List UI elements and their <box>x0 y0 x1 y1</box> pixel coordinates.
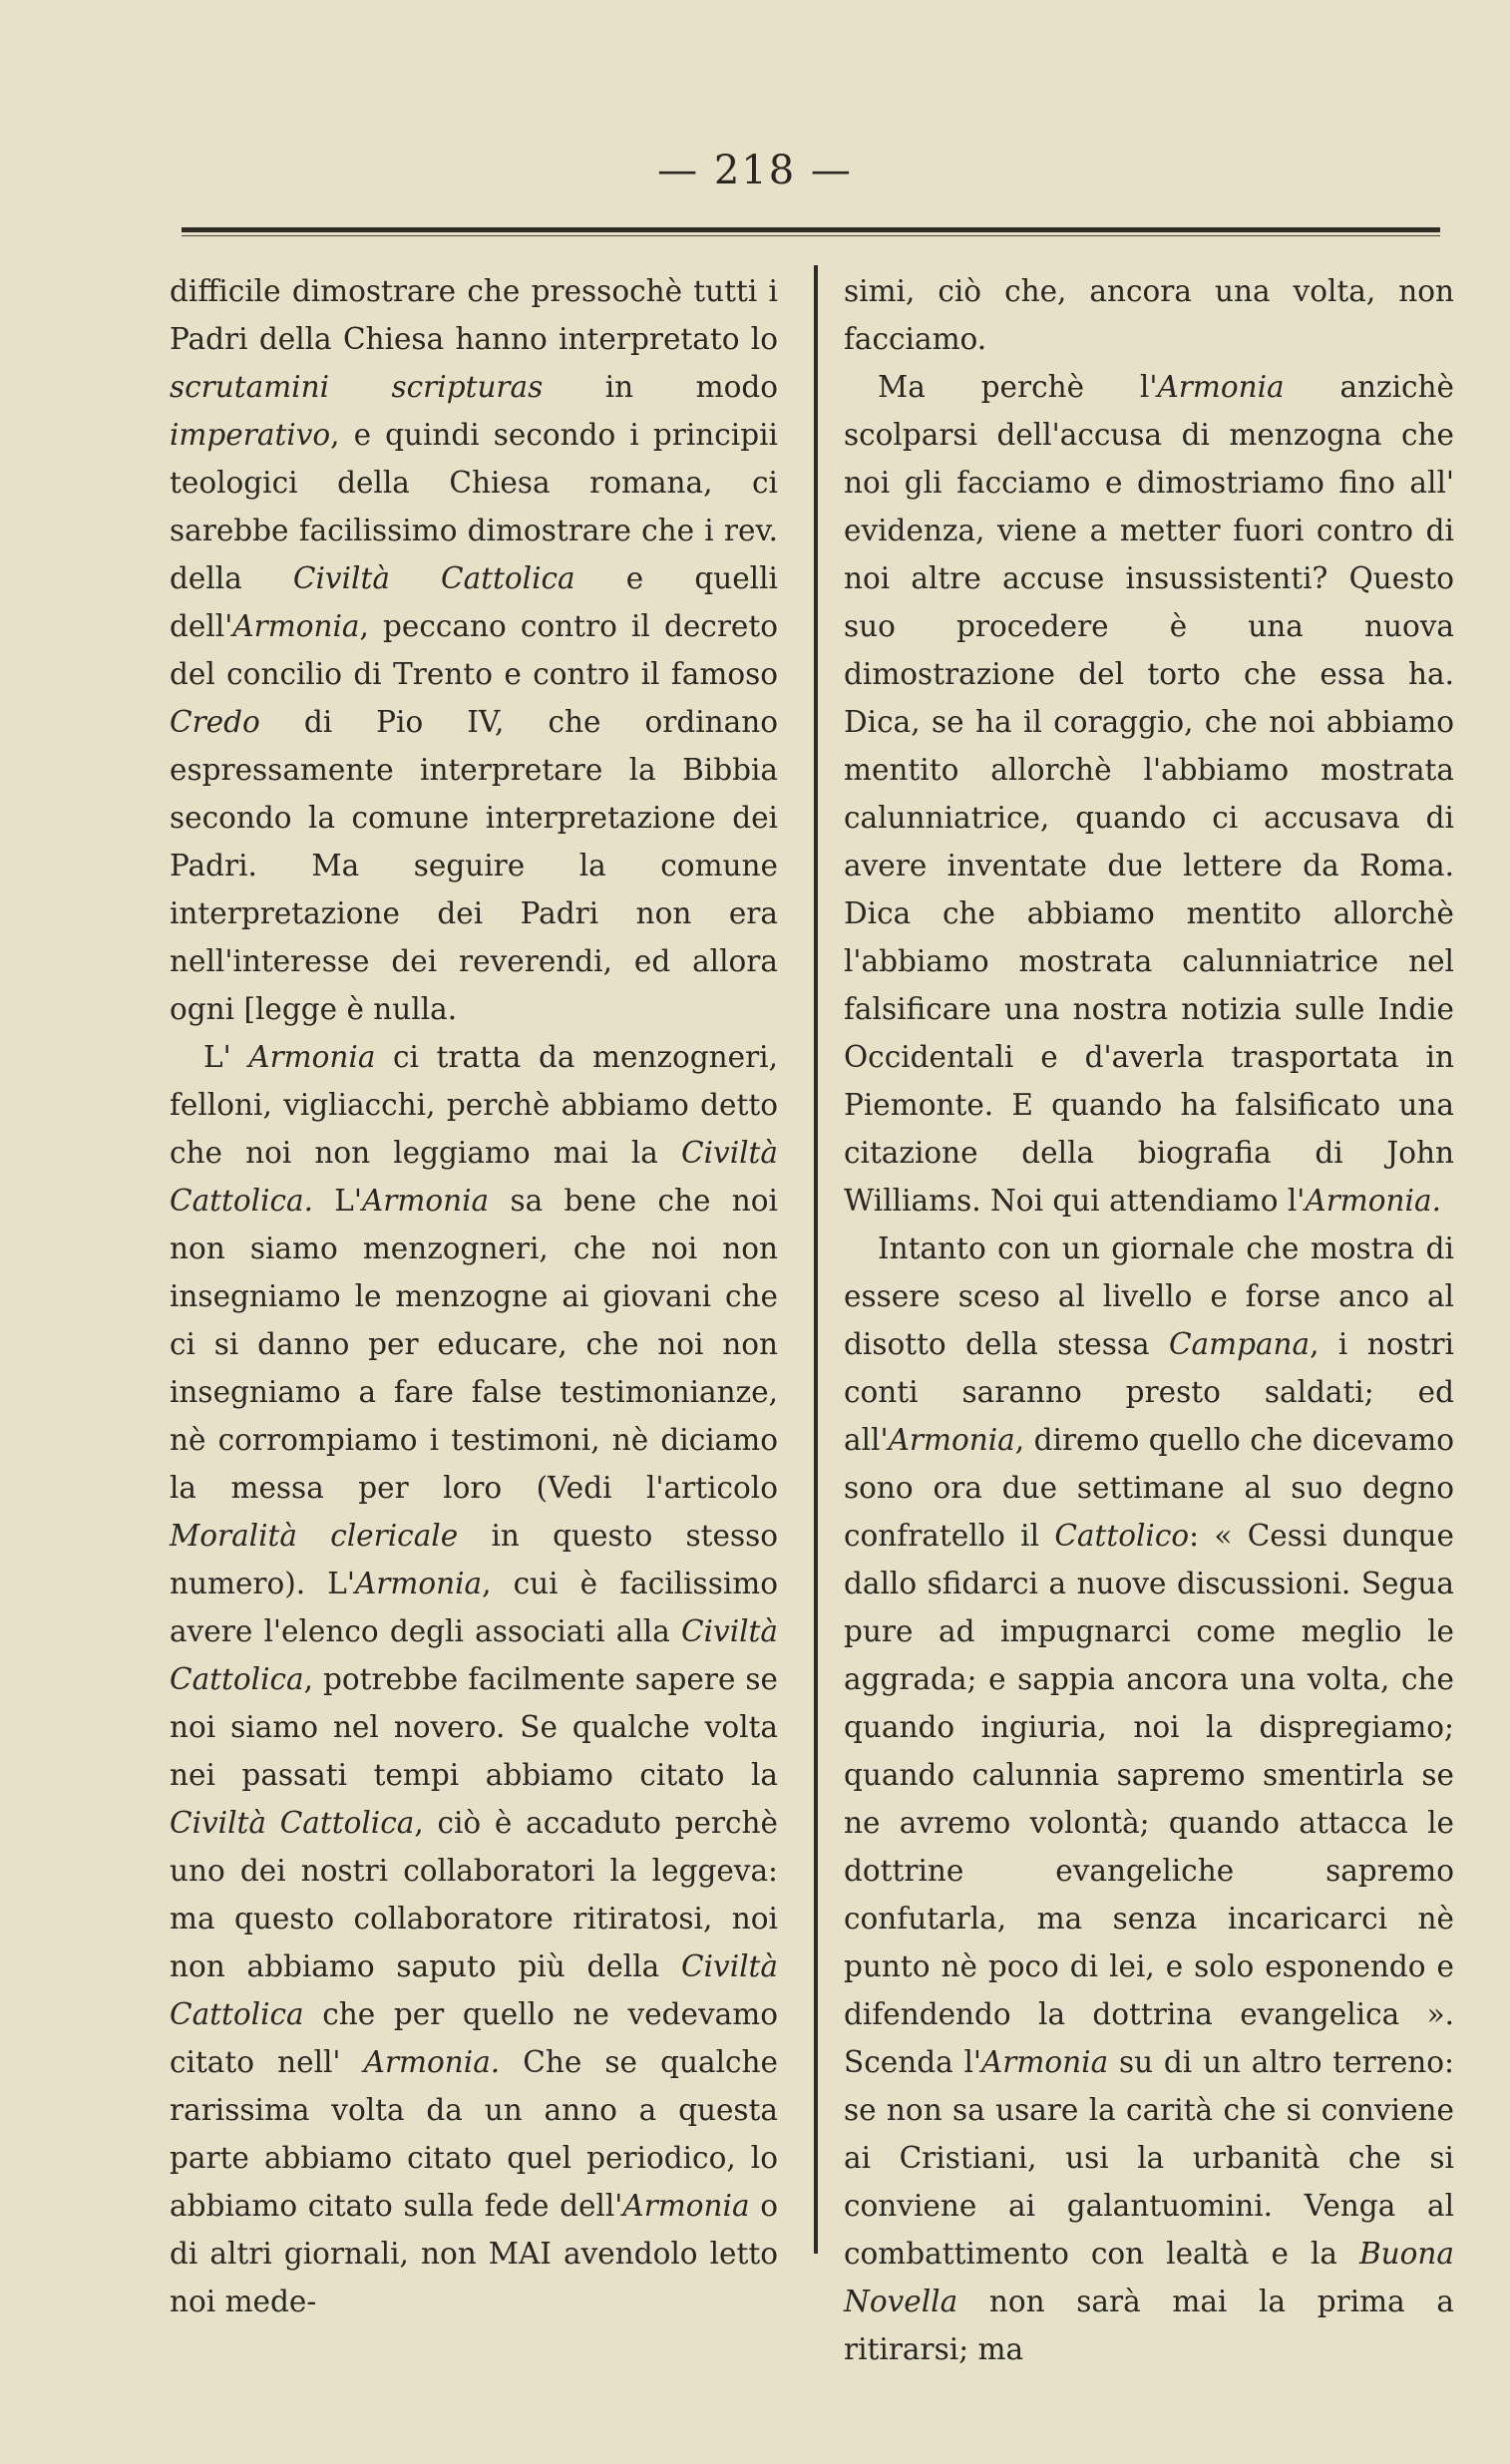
italic-text: Armonia <box>622 2189 750 2223</box>
italic-text: Armonia. <box>1305 1184 1441 1218</box>
right-paragraph-2 <box>844 363 1454 1225</box>
text: anzichè scolparsi dell'accusa di menzogna che noi gli facciamo e dimostriamo fino all' evidenza, viene a metter fuori contro di noi altre accuse insussistenti? Questo suo procedere è una nuova dimostrazione del torto che essa ha. Dica, se ha il coraggio, che noi abbiamo mentito allorchè l'abbiamo mostrata calunniatrice, quando ci accusava di avere inventate due lettere da Roma. Dica che abbiamo mentito allorchè l'abbiamo mostrata calunniatrice nel falsificare una nostra notizia sulle Indie Occidentali e d'averla trasportata in Piemonte. E quando ha falsificato una citazione della biografia di John Williams. Noi qui attendiamo l' <box>844 370 1455 1218</box>
italic-text: Armonia <box>354 1567 483 1600</box>
header-rule <box>182 227 1440 232</box>
italic-text: Campana <box>1168 1327 1311 1361</box>
italic-text: Armonia <box>232 609 360 643</box>
italic-text: Armonia <box>981 2045 1109 2079</box>
right-paragraph-3 <box>844 1225 1454 2373</box>
italic-text: Moralità clericale <box>170 1519 459 1553</box>
left-paragraph-1 <box>170 267 778 1033</box>
text: di Pio IV, che ordinano espressamente interpretare la Bibbia secondo la comune interpretazione dei Padri. Ma seguire la comune interpretazione dei Padri non era nell'interesse dei reverendi, ed allora ogni [legge è nulla. <box>170 705 778 1026</box>
italic-text: Armonia <box>248 1040 376 1074</box>
text: o di altri giornali, non MAI avendolo letto noi mede- <box>170 2189 778 2318</box>
left-column <box>170 267 778 2325</box>
italic-text: Civiltà Cattolica <box>170 1949 778 2031</box>
text: , e quindi secondo i principii teologici della Chiesa romana, ci sarebbe facilissimo dimostrare che i rev. della <box>170 418 778 595</box>
text: non sarà mai la prima a ritirarsi; ma <box>844 2285 1454 2366</box>
right-paragraph-1: simi, ciò che, ancora una volta, non facciamo. <box>844 274 1454 356</box>
italic-text: Civiltà Cattolica <box>170 1806 415 1840</box>
italic-text: Credo <box>170 705 260 739</box>
italic-text: Armonia <box>1157 370 1285 404</box>
header-rule-thin <box>182 235 1440 236</box>
italic-text: Armonia <box>361 1184 490 1218</box>
italic-text: Buona Novella <box>844 2237 1454 2318</box>
italic-text: Civiltà Cattolica. <box>170 1136 778 1218</box>
left-paragraph-2 <box>170 1033 778 2325</box>
text: Che se qualche rarissima volta da un anno a questa parte abbiamo citato quel periodico, lo abbiamo citato sulla fede dell' <box>170 2045 778 2223</box>
text: : « Cessi dunque dallo sfidarci a nuove discussioni. Segua pure ad impugnarci come meglio le aggrada; e sappia ancora una volta, che quando ingiuria, noi la dispregiamo; quando calunnia sapremo smentirla se ne avremo volontà; quando attacca le dottrine evangeliche sapremo confutarla, ma senza incaricarci nè punto nè poco di lei, e solo esponendo e difendendo la dottrina evangelica ». Scenda l' <box>844 1519 1454 2079</box>
text: su di un altro terreno: se non sa usare la carità che si conviene ai Cristiani, usi la urbanità che si conviene ai galantuomini. Venga al combattimento con lealtà e la <box>844 2045 1454 2271</box>
italic-text: imperativo <box>170 418 331 452</box>
text: Ma perchè l' <box>878 370 1158 404</box>
text: , peccano contro il decreto del concilio di Trento e contro il famoso <box>170 609 778 691</box>
text: , diremo quello che dicevamo sono ora due settimane al suo degno confratello il <box>844 1423 1454 1553</box>
text: , ciò è accaduto perchè uno dei nostri collaboratori la leggeva: ma questo collaboratore ritiratosi, noi non abbiamo saputo più della <box>170 1806 778 1983</box>
italic-text: Cattolico <box>1054 1519 1190 1553</box>
text: , potrebbe facilmente sapere se noi siamo nel novero. Se qualche volta nei passati tempi abbiamo citato la <box>170 1662 778 1792</box>
text: in questo stesso numero). L' <box>170 1519 778 1600</box>
text: ci tratta da menzogneri, felloni, vigliacchi, perchè abbiamo detto che noi non leggiamo mai la <box>170 1040 778 1170</box>
column-divider <box>814 265 818 2254</box>
italic-text: Armonia. <box>363 2045 501 2079</box>
text: L' <box>203 1040 249 1074</box>
text: Intanto con un giornale che mostra di essere sceso al livello e forse anco al disotto della stessa <box>844 1232 1454 1361</box>
text: , cui è facilissimo avere l'elenco degli associati alla <box>170 1567 779 1648</box>
page-number: — 218 — <box>657 148 853 193</box>
text: che per quello ne vedevamo citato nell' <box>170 1997 778 2079</box>
right-column <box>844 267 1454 2373</box>
text: L' <box>313 1184 362 1218</box>
text: e quelli dell' <box>170 561 778 643</box>
text: difficile dimostrare che pressochè tutti i Padri della Chiesa hanno interpretato lo <box>170 274 778 356</box>
italic-text: Civiltà Cattolica <box>292 561 575 595</box>
italic-text: Armonia <box>888 1423 1015 1457</box>
italic-text: Civiltà Cattolica <box>170 1614 778 1696</box>
italic-text: scrutamini scripturas <box>170 370 544 404</box>
text: sa bene che noi non siamo menzogneri, che noi non insegniamo le menzogne ai giovani che ci si danno per educare, che noi non insegniamo a fare false testimonianze, nè corrompiamo i testimoni, nè diciamo la messa per loro (Vedi l'articolo <box>170 1184 778 1505</box>
text: in modo <box>543 370 778 404</box>
text: , i nostri conti saranno presto saldati; ed all' <box>844 1327 1454 1457</box>
